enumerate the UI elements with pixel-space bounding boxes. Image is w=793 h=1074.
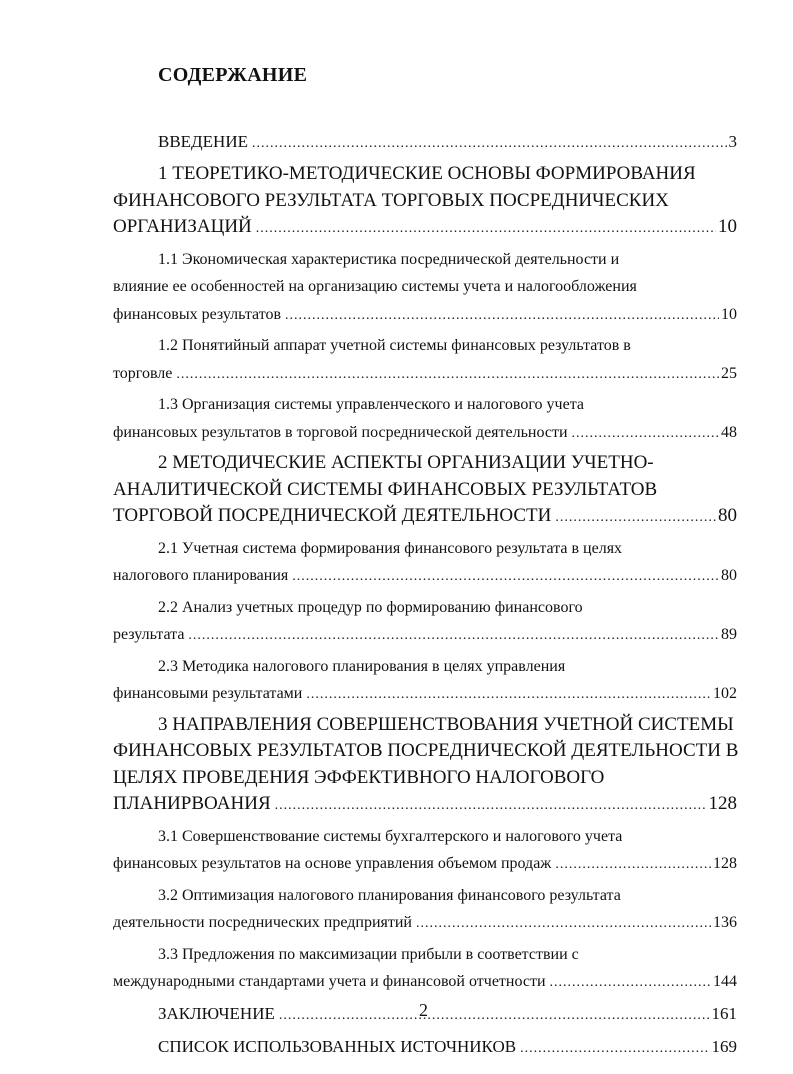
toc-entry [113, 332, 737, 388]
toc-entry-title: налогового планирования [113, 567, 289, 584]
toc-entry-line: 1.1 Экономическая характеристика посреднической деятельности и [158, 250, 620, 268]
toc-entry-line: ФИНАНСОВОГО РЕЗУЛЬТАТА ТОРГОВЫХ ПОСРЕДНИЧЕСКИХ [113, 189, 669, 211]
toc-entry-line: АНАЛИТИЧЕСКОЙ СИСТЕМЫ ФИНАНСОВЫХ РЕЗУЛЬТАТОВ [113, 478, 658, 500]
toc-entry-title: ТОРГОВОЙ ПОСРЕДНИЧЕСКОЙ ДЕЯТЕЛЬНОСТИ [113, 505, 552, 526]
toc-entry-title: финансовых результатов на основе управления объемом продаж [113, 855, 552, 872]
toc-entry-last-line [113, 301, 737, 330]
toc-entry-last-line [113, 791, 737, 820]
toc-page-number: 48 [721, 423, 737, 441]
toc-entry-line: 1.3 Организация системы управленческого и налогового учета [158, 396, 584, 413]
toc-page-number: 80 [718, 505, 737, 526]
toc-entry [113, 450, 737, 532]
toc-page-number: 169 [711, 1036, 737, 1056]
toc-entry-line: ФИНАНСОВЫХ РЕЗУЛЬТАТОВ ПОСРЕДНИЧЕСКОЙ ДЕЯТЕЛЬНОСТИ В [113, 740, 739, 761]
toc-entry [113, 1033, 737, 1063]
toc-entry-title: ПЛАНИРВОАНИЯ [113, 793, 271, 814]
toc-entry-last-line [113, 503, 737, 532]
toc-page-number: 144 [713, 973, 737, 990]
toc-entry-last-line [113, 1033, 737, 1063]
toc-page-number: 3 [728, 132, 737, 151]
toc-dot-leader [256, 216, 716, 243]
toc-entry-last-line [113, 680, 737, 709]
toc-entry-last-line [113, 909, 737, 938]
toc-entry [113, 882, 737, 938]
toc-entry-last-line [113, 214, 737, 243]
toc-dot-leader [572, 420, 719, 448]
toc-entry-line: 1.2 Понятийный аппарат учетной системы финансовых результатов в [158, 337, 631, 354]
page-title: СОДЕРЖАНИЕ [158, 64, 308, 86]
toc-entry-title: ВВЕДЕНИЕ [158, 132, 248, 151]
toc-page-number: 128 [713, 855, 737, 872]
toc-dot-leader [252, 130, 727, 158]
toc-dot-leader [550, 969, 711, 997]
toc-page-number: 136 [713, 914, 737, 931]
toc-page-number: 10 [721, 305, 737, 323]
toc-page-number: 161 [711, 1003, 737, 1023]
toc-page-number: 89 [721, 626, 737, 643]
toc-entry [113, 712, 737, 820]
toc-entry [113, 391, 737, 447]
toc-entry-title: СПИСОК ИСПОЛЬЗОВАННЫХ ИСТОЧНИКОВ [158, 1036, 517, 1056]
toc-entry [113, 823, 737, 879]
toc-entry-line: ЦЕЛЯХ ПРОВЕДЕНИЯ ЭФФЕКТИВНОГО НАЛОГОВОГО [113, 766, 605, 788]
toc-entry-line: влияние ее особенностей на организацию системы учета и налогообложения [113, 278, 637, 295]
toc-dot-leader [275, 793, 707, 820]
toc-entry-last-line [113, 850, 737, 879]
toc-entry-last-line [113, 621, 737, 650]
toc-dot-leader [416, 910, 711, 938]
toc-entry-title: торговле [113, 364, 173, 382]
toc-entry-line: 2.3 Методика налогового планирования в целях управления [158, 657, 566, 675]
toc-entry-line: 3.2 Оптимизация налогового планирования финансового результата [158, 886, 621, 904]
toc-dot-leader [188, 622, 719, 650]
toc-dot-leader [176, 361, 719, 389]
toc-dot-leader [285, 302, 719, 330]
toc-page-number: 10 [718, 216, 737, 237]
toc-entry-line: 1 ТЕОРЕТИКО-МЕТОДИЧЕСКИЕ ОСНОВЫ ФОРМИРОВАНИЯ [158, 163, 696, 184]
toc-entry-title: деятельности посреднических предприятий [113, 914, 412, 931]
page-number: 2 [419, 1000, 428, 1020]
toc-dot-leader [555, 505, 716, 532]
toc-entry [113, 161, 737, 243]
toc-entry-line: 2 МЕТОДИЧЕСКИЕ АСПЕКТЫ ОРГАНИЗАЦИИ УЧЕТНО- [158, 452, 654, 473]
toc-entry-line: 3.1 Совершенствование системы бухгалтерского и налогового учета [158, 827, 623, 845]
toc-entry-last-line [113, 419, 737, 448]
toc-entry-line: 2.1 Учетная система формирования финансового результата в целях [158, 539, 623, 557]
toc-entry-title: финансовых результатов в торговой посреднической деятельности [113, 423, 568, 441]
toc-entry-line: 2.2 Анализ учетных процедур по формированию финансового [158, 598, 583, 616]
toc-entry-last-line [113, 128, 737, 158]
toc-dot-leader [306, 681, 711, 709]
toc-entry [113, 246, 737, 330]
toc-entry [113, 941, 737, 997]
toc-entry-title: ЗАКЛЮЧЕНИЕ [158, 1003, 275, 1023]
toc-entry-last-line [113, 968, 737, 997]
toc-entry-line: 3 НАПРАВЛЕНИЯ СОВЕРШЕНСТВОВАНИЯ УЧЕТНОЙ СИСТЕМЫ [158, 713, 734, 735]
toc-entry [113, 594, 737, 650]
toc-entry [113, 653, 737, 709]
toc-entry-line: 3.3 Предложения по максимизации прибыли в соответствии с [158, 945, 579, 963]
toc-entry-title: результата [113, 626, 185, 643]
toc-entry [113, 535, 737, 591]
toc-page-number: 128 [708, 793, 737, 814]
toc-entry-title: финансовыми результатами [113, 685, 303, 702]
toc-entry-last-line [113, 360, 737, 389]
toc-entry [113, 128, 737, 158]
toc-dot-leader [292, 563, 719, 591]
toc-entry-title: финансовых результатов [113, 305, 282, 323]
toc-entry-last-line [113, 562, 737, 591]
toc-dot-leader [555, 851, 711, 879]
toc-dot-leader [520, 1035, 709, 1063]
toc-page-number: 25 [721, 364, 737, 382]
toc-page-number: 102 [713, 685, 737, 702]
toc-entry-title: международными стандартами учета и финансовой отчетности [113, 973, 546, 990]
table-of-contents [113, 128, 737, 1063]
toc-entry-title: ОРГАНИЗАЦИЙ [113, 216, 252, 237]
toc-page-number: 80 [721, 567, 737, 584]
